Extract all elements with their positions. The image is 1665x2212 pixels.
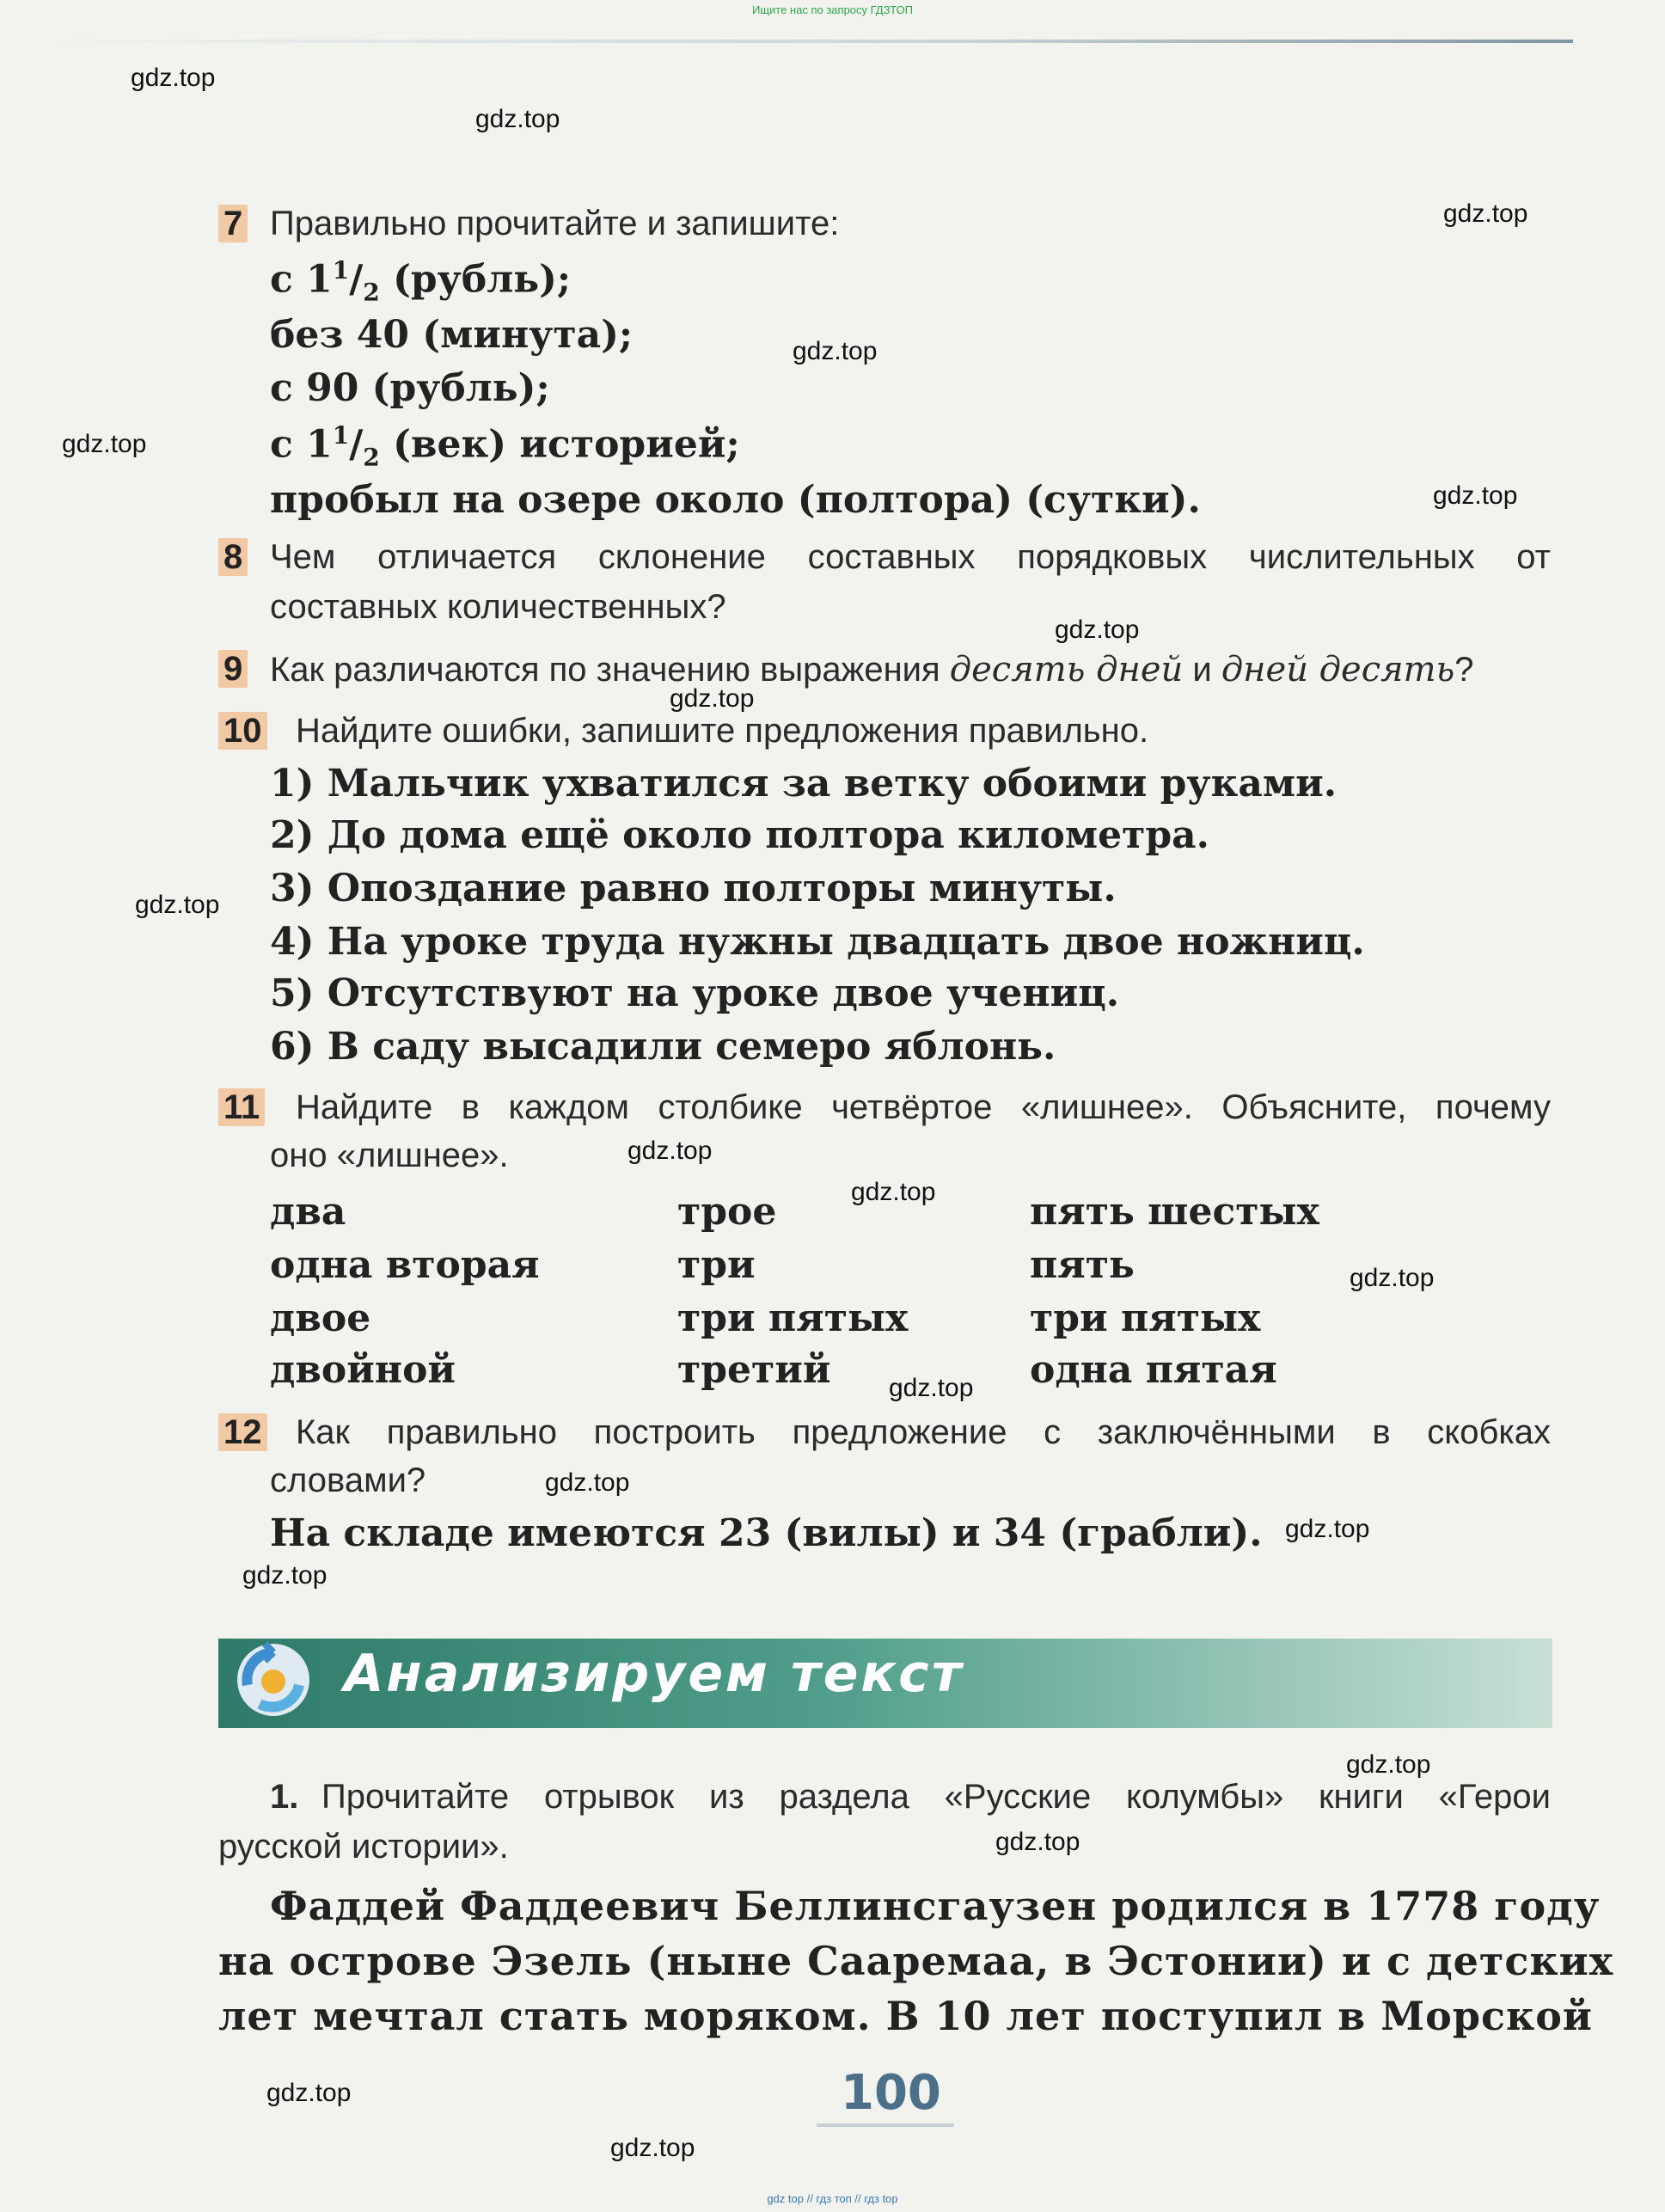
watermark: gdz.top — [1350, 1264, 1435, 1292]
exercise-item: без 40 (минута); — [270, 313, 634, 357]
exercise-item: 5) Отсутствуют на уроке двое учениц. — [270, 971, 1120, 1015]
exercise-prompt: составных количественных? — [270, 588, 726, 626]
column-word: одна вторая — [270, 1243, 540, 1287]
column-word: одна пятая — [1030, 1348, 1277, 1392]
watermark: gdz.top — [610, 2134, 695, 2162]
passage-line: на острове Эзель (ныне Сааремаа, в Эстонии) и с детских — [218, 1938, 1614, 1984]
task-prompt: русской истории». — [218, 1828, 509, 1866]
watermark: gdz.top — [995, 1828, 1080, 1856]
bottom-watermark-note: gdz top // гдз топ // гдз top — [767, 2192, 898, 2205]
column-word: три — [677, 1243, 756, 1287]
watermark: gdz.top — [1346, 1750, 1431, 1779]
exercise-item: На складе имеются 23 (вилы) и 34 (грабли). — [270, 1511, 1263, 1555]
exercise-prompt: Как правильно построить предложение с заключёнными в скобках — [296, 1413, 1551, 1451]
task-number: 1. — [270, 1778, 299, 1816]
watermark: gdz.top — [670, 684, 755, 713]
exercise-number: 11 — [218, 1088, 265, 1126]
watermark: gdz.top — [627, 1137, 713, 1165]
exercise-item: с 90 (рубль); — [270, 366, 550, 410]
watermark: gdz.top — [266, 2079, 352, 2107]
watermark: gdz.top — [62, 430, 147, 458]
exercise-prompt: Найдите ошибки, запишите предложения правильно. — [296, 712, 1149, 750]
passage-line: лет мечтал стать моряком. В 10 лет поступил в Морской — [218, 1993, 1594, 2039]
exercise-prompt: Как различаются по значению выражения десять дней и дней десять? — [270, 650, 1474, 689]
column-word: три пятых — [677, 1296, 909, 1340]
exercise-prompt: оно «лишнее». — [270, 1137, 509, 1174]
exercise-prompt: Правильно прочитайте и запишите: — [270, 205, 840, 242]
page-number: 100 — [841, 2065, 941, 2121]
exercise-number: 9 — [218, 650, 248, 688]
watermark: gdz.top — [793, 337, 878, 365]
exercise-item: 2) До дома ещё около полтора километра. — [270, 813, 1209, 857]
watermark: gdz.top — [1285, 1515, 1370, 1543]
exercise-number: 7 — [218, 205, 248, 242]
exercise-item: 1) Мальчик ухватился за ветку обоими руками. — [270, 762, 1338, 806]
column-word: двое — [270, 1296, 371, 1340]
exercise-item: 4) На уроке труда нужны двадцать двое ножниц. — [270, 920, 1365, 964]
exercise-number: 8 — [218, 538, 248, 576]
passage-line: Фаддей Фаддеевич Беллинсгаузен родился в 1778 году — [270, 1883, 1601, 1929]
column-word: два — [270, 1190, 346, 1234]
watermark: gdz.top — [545, 1468, 630, 1497]
watermark: gdz.top — [851, 1178, 936, 1206]
column-word: три пятых — [1030, 1296, 1261, 1340]
exercise-item: с $1^1/_2$ (век) историей; — [270, 421, 740, 472]
watermark: gdz.top — [1443, 199, 1528, 228]
exercise-item: с $1^1/_2$ (рубль); — [270, 256, 572, 307]
page-number-underline — [817, 2123, 954, 2127]
column-word: двойной — [270, 1348, 456, 1392]
exercise-prompt: словами? — [270, 1461, 426, 1499]
exercise-number: 12 — [218, 1413, 267, 1451]
watermark: gdz.top — [242, 1561, 327, 1590]
section-title: Анализируем текст — [344, 1644, 964, 1704]
exercise-item: пробыл на озере около (полтора) (сутки). — [270, 478, 1201, 522]
top-rule — [43, 40, 1573, 43]
column-word: пять шестых — [1030, 1190, 1319, 1234]
exercise-prompt: Найдите в каждом столбике четвёртое «лишнее». Объясните, почему — [296, 1088, 1551, 1126]
column-word: трое — [677, 1190, 777, 1234]
watermark: gdz.top — [1055, 616, 1140, 644]
recycle-arrows-icon — [222, 1625, 325, 1728]
exercise-item: 3) Опоздание равно полторы минуты. — [270, 867, 1117, 910]
exercise-item: 6) В саду высадили семеро яблонь. — [270, 1025, 1056, 1069]
watermark: gdz.top — [889, 1374, 974, 1402]
column-word: третий — [677, 1348, 831, 1392]
exercise-prompt: Чем отличается склонение составных порядковых числительных от — [270, 538, 1551, 576]
task-prompt: Прочитайте отрывок из раздела «Русские колумбы» книги «Герои — [321, 1778, 1551, 1816]
column-word: пять — [1030, 1243, 1135, 1287]
top-search-note: Ищите нас по запросу ГДЗТОП — [751, 3, 913, 16]
watermark: gdz.top — [131, 64, 216, 92]
watermark: gdz.top — [475, 105, 560, 133]
exercise-number: 10 — [218, 712, 267, 750]
watermark: gdz.top — [1433, 481, 1518, 510]
watermark: gdz.top — [135, 891, 220, 919]
